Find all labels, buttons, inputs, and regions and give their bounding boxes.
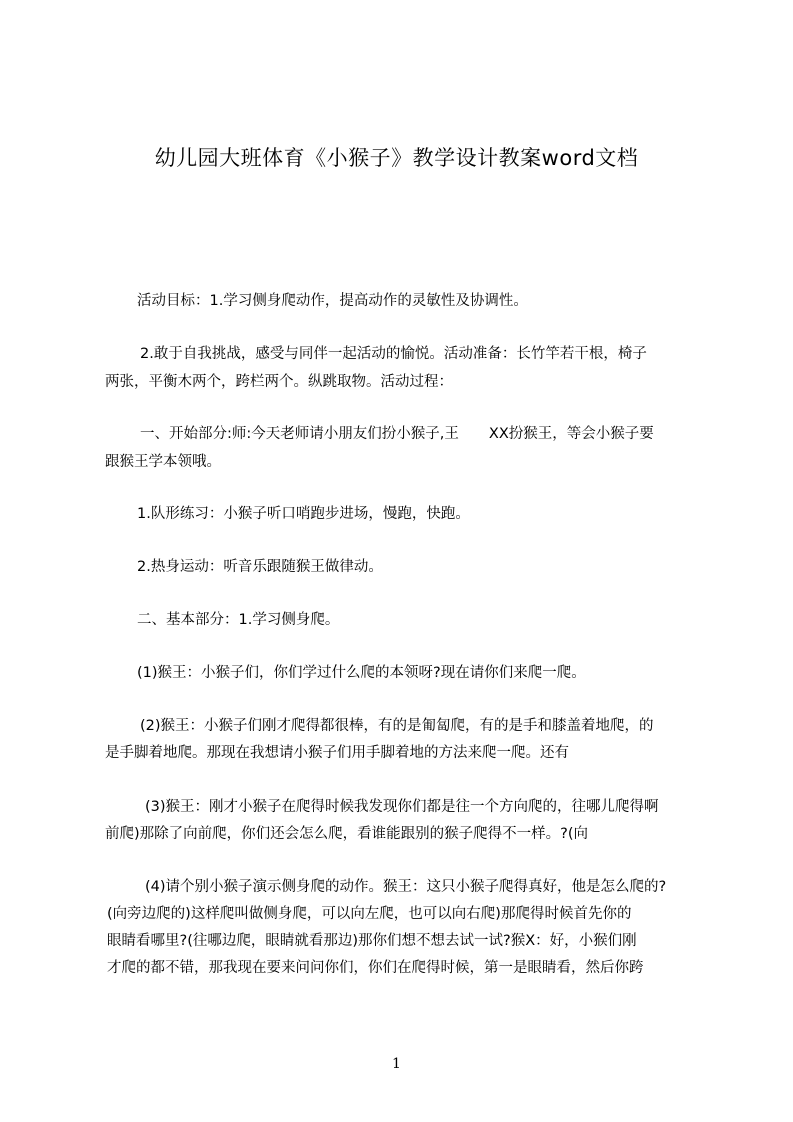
paragraph-line: (2)猴王：小猴子们刚才爬得都很棒，有的是匍匐爬，有的是手和膝盖着地爬，的 [140,718,654,734]
paragraph-line: 2.热身运动：听音乐跟随猴王做律动。 [137,559,383,575]
paragraph-line: 是手脚着地爬。那现在我想请小猴子们用手脚着地的方法来爬一爬。还有 [105,745,569,761]
paragraph-line: 二、基本部分：1.学习侧身爬。 [137,612,340,628]
document-title: 幼儿园大班体育《小猴子》教学设计教案word文档 [154,146,639,170]
paragraph-line-segment [140,424,654,444]
paragraph-line: 跟猴王学本领哦。 [105,454,221,470]
paragraph-line: 才爬的都不错，那我现在要来问问你们，你们在爬得时候，第一是眼睛看，然后你跨 [107,960,644,976]
paragraph-text: XX扮猴王，等会小猴子要 [488,426,654,442]
paragraph-line: 前爬)那除了向前爬，你们还会怎么爬，看谁能跟别的猴子爬得不一样。?(向 [105,826,589,842]
paragraph-line: 两张，平衡木两个，跨栏两个。纵跳取物。活动过程： [105,374,453,390]
paragraph-line: (向旁边爬的)这样爬叫做侧身爬，可以向左爬，也可以向右爬)那爬得时候首先你的 [107,906,632,922]
paragraph-line: 1.队形练习：小猴子听口哨跑步进场，慢跑，快跑。 [137,506,470,522]
paragraph-line: (4)请个别小猴子演示侧身爬的动作。猴王：这只小猴子爬得真好，他是怎么爬的? [145,879,667,895]
paragraph-text: 一、开始部分:师:今天老师请小朋友们扮小猴子,王 [140,426,459,442]
paragraph-line: (3)猴王：刚才小猴子在爬得时候我发现你们都是往一个方向爬的，往哪儿爬得啊 [145,799,659,815]
paragraph-line: 活动目标：1.学习侧身爬动作，提高动作的灵敏性及协调性。 [137,293,528,309]
paragraph-line: 眼睛看哪里?(往哪边爬，眼睛就看那边)那你们想不想去试一试?猴X：好，小猴们刚 [107,933,637,949]
paragraph-line: 2.敢于自我挑战，感受与同伴一起活动的愉悦。活动准备：长竹竿若干根，椅子 [140,346,647,362]
page-number: 1 [392,1056,401,1072]
paragraph-line: (1)猴王：小猴子们，你们学过什么爬的本领呀?现在请你们来爬一爬。 [137,665,586,681]
